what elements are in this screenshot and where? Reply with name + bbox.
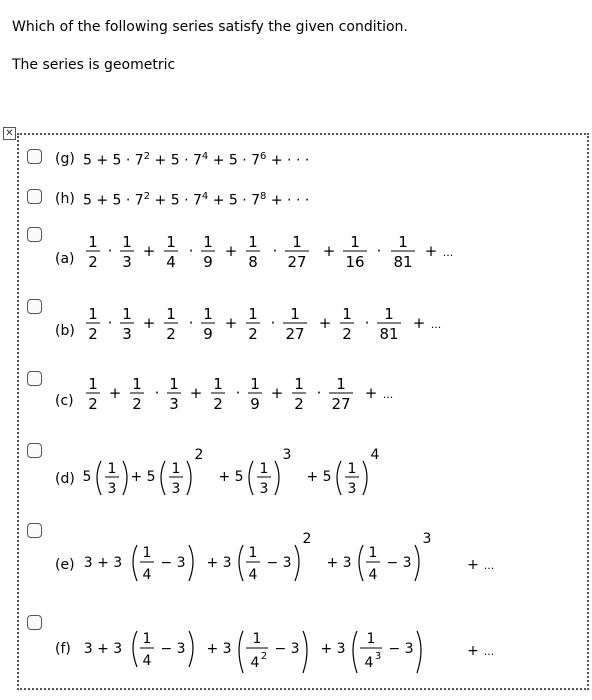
svg-text:+: + [224,242,238,260]
svg-text:3: 3 [282,447,292,463]
svg-text:+: + [270,384,284,402]
svg-text:+: + [142,314,156,332]
option-d-label: (d) [55,471,75,487]
svg-text:2: 2 [88,253,98,271]
option-a-checkbox[interactable] [27,227,42,242]
svg-text:9: 9 [250,395,260,413]
option-g-expression: $5 + 5 \cdot 7^2 + 5 \cdot 7^4 + 5 \cdot 7^6$ + · · · [83,151,310,169]
svg-text:3: 3 [122,253,132,271]
option-g[interactable] [19,141,591,181]
svg-text:1: 1 [336,375,346,393]
svg-text:1: 1 [342,305,352,323]
svg-text:1: 1 [294,375,304,393]
svg-text:3: 3 [347,481,357,497]
svg-text:3: 3 [374,651,382,662]
svg-text:− 3: − 3 [160,641,186,657]
option-e-label: (e) [55,557,75,573]
svg-text:+ 3: + 3 [206,555,232,571]
answer-options-frame [17,133,589,690]
svg-text:5: 5 [82,469,92,485]
svg-text:3: 3 [169,395,179,413]
option-f-label: (f) [55,641,71,657]
svg-text:27: 27 [285,325,305,343]
option-c-checkbox[interactable] [27,371,42,386]
svg-text:2: 2 [88,395,98,413]
svg-text:1: 1 [292,233,302,251]
svg-text:+: + [189,384,203,402]
svg-text:+ 5: + 5 [218,469,244,485]
svg-text:2: 2 [132,395,142,413]
svg-text:3: 3 [122,325,132,343]
svg-text:1: 1 [248,233,258,251]
svg-text:4: 4 [250,655,260,671]
svg-text:1: 1 [142,631,152,647]
option-b-expression [83,301,503,349]
svg-text:1: 1 [213,375,223,393]
svg-text:+ 5: + 5 [306,469,332,485]
svg-text:1: 1 [169,375,179,393]
svg-text:3 + 3: 3 + 3 [83,555,123,571]
svg-text:81: 81 [379,325,399,343]
option-e[interactable] [19,519,591,589]
svg-text:1: 1 [350,233,360,251]
svg-text:1: 1 [88,233,98,251]
svg-text:2: 2 [342,325,352,343]
option-h-checkbox[interactable] [27,189,42,204]
svg-text:4: 4 [368,567,378,583]
svg-text:4: 4 [142,567,152,583]
svg-text:1: 1 [250,375,260,393]
svg-text:− 3: − 3 [274,641,300,657]
svg-text:1: 1 [122,305,132,323]
option-c[interactable] [19,367,591,427]
svg-text:1: 1 [203,305,213,323]
svg-text:3: 3 [259,481,269,497]
svg-text:1: 1 [166,233,176,251]
svg-text:1: 1 [142,545,152,561]
option-b-label: (b) [55,323,75,339]
svg-text:81: 81 [393,253,413,271]
option-d-expression [81,443,441,503]
svg-text:+ 3: + 3 [320,641,346,657]
svg-text:...: ... [483,559,495,572]
svg-text:1: 1 [203,233,213,251]
option-h[interactable] [19,181,591,221]
svg-text:1: 1 [259,461,269,477]
option-a-expression [83,229,503,277]
option-a-label: (a) [55,251,75,267]
svg-text:2: 2 [294,395,304,413]
svg-text:3: 3 [171,481,181,497]
question-text: Which of the following series satisfy the given condition. [12,19,408,35]
svg-text:·: · [235,384,241,402]
svg-text:·: · [376,242,382,260]
svg-text:1: 1 [252,631,262,647]
svg-text:+ 3: + 3 [326,555,352,571]
svg-text:2: 2 [194,447,204,463]
svg-text:8: 8 [248,253,258,271]
svg-text:2: 2 [166,325,176,343]
svg-text:− 3: − 3 [388,641,414,657]
option-g-label: (g) [55,151,75,167]
svg-text:·: · [188,314,194,332]
svg-text:2: 2 [88,325,98,343]
svg-text:9: 9 [203,325,213,343]
svg-text:9: 9 [203,253,213,271]
option-h-label: (h) [55,191,75,207]
svg-text:1: 1 [398,233,408,251]
svg-text:+ 5: + 5 [130,469,156,485]
svg-text:+ 3: + 3 [206,641,232,657]
svg-text:+: + [224,314,238,332]
svg-text:4: 4 [370,447,380,463]
option-d-checkbox[interactable] [27,443,42,458]
svg-text:3: 3 [107,481,117,497]
option-f-expression [81,611,521,681]
svg-text:·: · [107,242,113,260]
svg-text:1: 1 [122,233,132,251]
svg-text:3: 3 [422,531,432,547]
svg-text:2: 2 [302,531,312,547]
option-b[interactable] [19,295,591,355]
svg-text:+: + [142,242,156,260]
svg-text:1: 1 [132,375,142,393]
svg-text:1: 1 [384,305,394,323]
svg-text:+: + [424,242,438,260]
option-c-expression [83,371,483,419]
svg-text:− 3: − 3 [386,555,412,571]
svg-text:2: 2 [260,651,268,662]
option-h-expression: $5 + 5 \cdot 7^2 + 5 \cdot 7^4 + 5 \cdot 7^8$ + · · · [83,191,310,209]
option-b-checkbox[interactable] [27,299,42,314]
svg-text:1: 1 [248,305,258,323]
svg-text:1: 1 [171,461,181,477]
option-f-checkbox[interactable] [27,615,42,630]
svg-text:1: 1 [347,461,357,477]
svg-text:...: ... [382,388,394,401]
svg-text:+: + [364,384,378,402]
svg-text:+: + [108,384,122,402]
svg-text:4: 4 [142,653,152,669]
svg-text:1: 1 [290,305,300,323]
svg-text:1: 1 [368,545,378,561]
option-e-checkbox[interactable] [27,523,42,538]
svg-text:+: + [412,314,426,332]
svg-text:1: 1 [248,545,258,561]
svg-text:3 + 3: 3 + 3 [83,641,123,657]
svg-text:− 3: − 3 [160,555,186,571]
svg-text:16: 16 [345,253,365,271]
option-f[interactable] [19,611,591,685]
svg-text:1: 1 [107,461,117,477]
svg-text:4: 4 [248,567,258,583]
option-a[interactable] [19,223,591,283]
svg-text:+: + [322,242,336,260]
svg-text:+: + [467,643,479,659]
svg-text:...: ... [430,318,442,331]
svg-text:27: 27 [287,253,307,271]
svg-text:4: 4 [166,253,176,271]
svg-text:4: 4 [364,655,374,671]
option-g-checkbox[interactable] [27,149,42,164]
svg-text:1: 1 [88,305,98,323]
svg-text:·: · [364,314,370,332]
svg-text:+: + [467,557,479,573]
svg-text:27: 27 [331,395,351,413]
svg-text:− 3: − 3 [266,555,292,571]
svg-text:·: · [272,242,278,260]
option-e-expression [81,525,521,587]
svg-text:2: 2 [213,395,223,413]
condition-text: The series is geometric [12,57,176,73]
option-c-label: (c) [55,393,74,409]
svg-text:...: ... [483,645,495,658]
svg-text:1: 1 [88,375,98,393]
svg-text:1: 1 [366,631,376,647]
svg-text:·: · [107,314,113,332]
svg-text:·: · [316,384,322,402]
svg-text:2: 2 [248,325,258,343]
svg-text:·: · [270,314,276,332]
svg-text:...: ... [442,246,454,259]
svg-text:1: 1 [166,305,176,323]
svg-text:·: · [154,384,160,402]
close-icon[interactable]: ✕ [3,127,16,140]
option-d[interactable] [19,439,591,505]
svg-text:+: + [318,314,332,332]
svg-text:·: · [188,242,194,260]
